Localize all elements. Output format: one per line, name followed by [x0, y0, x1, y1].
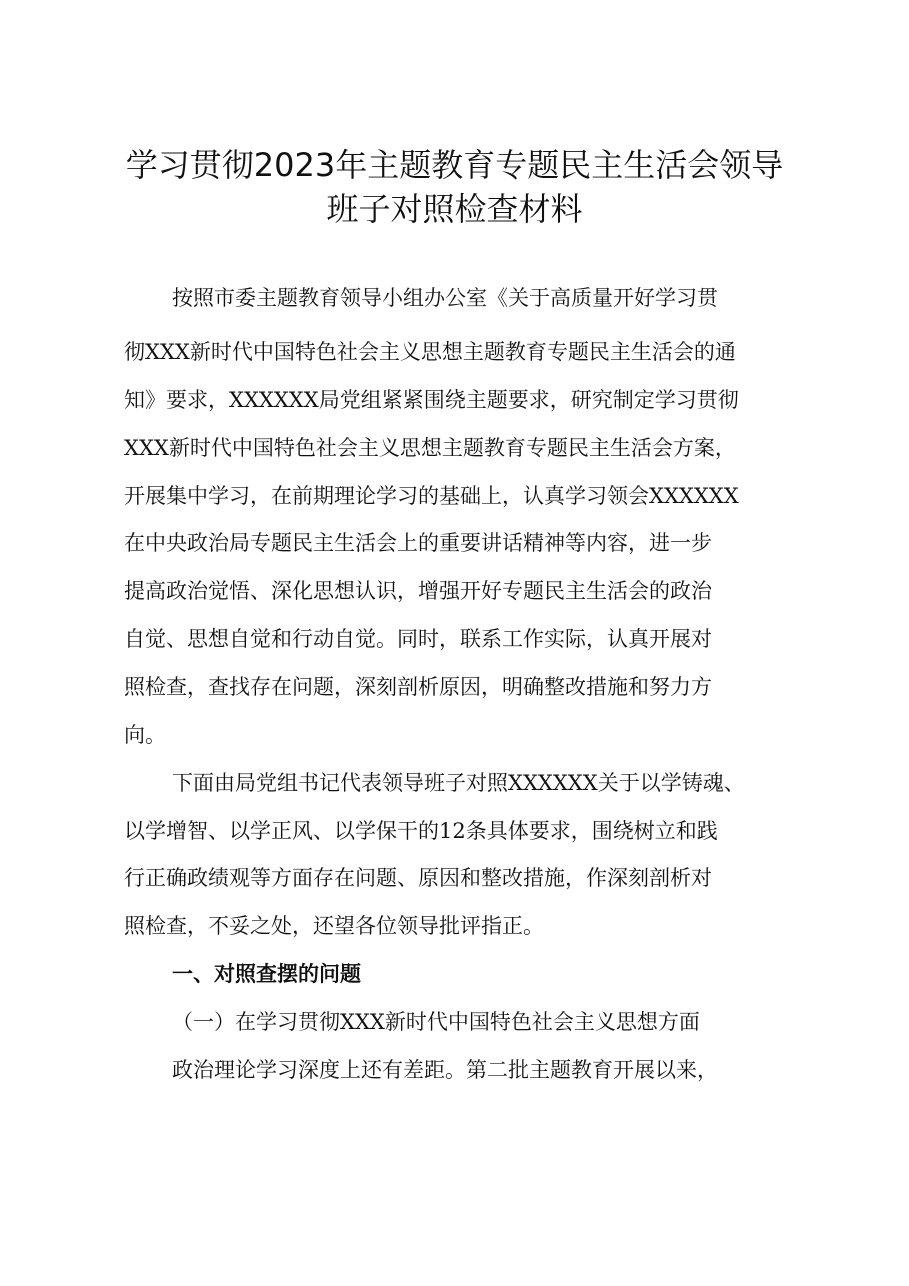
paragraph-line: 行正确政绩观等方面存在问题、原因和整改措施，作深刻剖析对: [124, 866, 712, 890]
section-heading: 一、对照查摆的问题: [172, 962, 361, 986]
paragraph-line: 照检查，查找存在问题，深刻剖析原因，明确整改措施和努力方: [124, 675, 712, 699]
paragraph-line: 提高政治觉悟、深化思想认识，增强开好专题民主生活会的政治: [124, 579, 712, 603]
paragraph-line: 开展集中学习，在前期理论学习的基础上，认真学习领会XXXXXX: [124, 484, 739, 508]
paragraph-line: 以学增智、以学正风、以学保干的12条具体要求，围绕树立和践: [124, 819, 718, 843]
paragraph-line: 知》要求，XXXXXX局党组紧紧围绕主题要求，研究制定学习贯彻: [124, 388, 739, 412]
paragraph-line: 下面由局党组书记代表领导班子对照XXXXXX关于以学铸魂、: [172, 771, 745, 795]
paragraph-line: 在中央政治局专题民主生活会上的重要讲话精神等内容，进一步: [124, 531, 712, 555]
paragraph-line: 政治理论学习深度上还有差距。第二批主题教育开展以来，: [172, 1058, 718, 1082]
document-title-line-2: 班子对照检查材料: [326, 190, 583, 228]
paragraph-line: XXX新时代中国特色社会主义思想主题教育专题民主生活会方案，: [124, 436, 736, 460]
paragraph-line: 照检查，不妥之处，还望各位领导批评指正。: [124, 914, 544, 938]
paragraph-line: 按照市委主题教育领导小组办公室《关于高质量开好学习贯: [172, 286, 718, 310]
subsection-heading: （一）在学习贯彻XXX新时代中国特色社会主义思想方面: [172, 1010, 700, 1034]
paragraph-line: 向。: [124, 723, 166, 747]
paragraph-line: 彻XXX新时代中国特色社会主义思想主题教育专题民主生活会的通: [124, 340, 736, 364]
paragraph-line: 自觉、思想自觉和行动自觉。同时，联系工作实际，认真开展对: [124, 627, 712, 651]
document-title-line-1: 学习贯彻2023年主题教育专题民主生活会领导: [125, 146, 784, 184]
